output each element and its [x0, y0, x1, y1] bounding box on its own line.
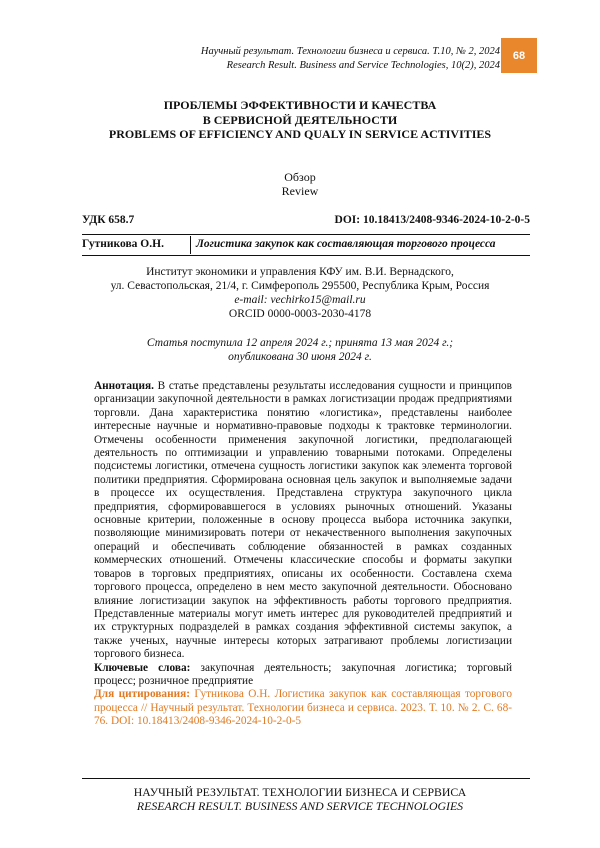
- keywords-text: закупочная деятельность; закупочная логистика; торговый процесс; розничное предприятие: [94, 662, 512, 687]
- header-journal-en: Research Result. Business and Service Technologies, 10(2), 2024: [201, 59, 500, 73]
- citation-paragraph: [94, 688, 512, 728]
- title-ru-line2: В СЕРВИСНОЙ ДЕЯТЕЛЬНОСТИ: [0, 113, 600, 128]
- keywords-label: Ключевые слова:: [94, 662, 190, 674]
- affiliation-block: [0, 265, 600, 321]
- author-row: [82, 238, 530, 256]
- header-journal-ru: Научный результат. Технологии бизнеса и сервиса. Т.10, № 2, 2024: [201, 45, 500, 59]
- publication-dates: [0, 336, 600, 364]
- author-name: Гутникова О.Н.: [82, 238, 190, 256]
- running-footer: [0, 785, 600, 813]
- footer-journal-en: RESEARCH RESULT. BUSINESS AND SERVICE TECHNOLOGIES: [0, 799, 600, 813]
- abstract-label: Аннотация.: [94, 380, 154, 392]
- abstract-text: В статье представлены результаты исследования сущности и принципов организации закупочной деятельности в рамках логистизации продаж предприятиями торговли. Дана характеристика понятию «логистика», представлены наиболее интересные научные и нормативно-правовые подходы к трактовке терминологии. Отмечены особенности применения закупочной логистики, предполагающей деятельность по оптимизации и управлению товарными потоками. Определены подсистемы логистики, отмечена сущность логистики закупок как элемента торговой политики предприятия. Сформирована основная цель закупок и выполняемые задачи в процессе их осуществления. Представлена структура закупочного цикла предприятия, сформировавшегося в условиях рыночных отношений. Указаны основные критерии, положенные в основу процесса выбора источника закупки, позволяющие минимизировать потери от некачественного выполнения закупочных операций и обеспечивать соблюдение обязанностей в рамках созданных коммерческих отношений. Отмечены классические способы и форматы закупки товаров в торговых предприятиях, описаны их особенности. Составлена схема торгового процесса, определено в нем место закупочной деятельности. Обосновано влияние логистизации закупок на эффективность работы торгового предприятия. Представленные материалы могут иметь интерес для руководителей предприятий и их структурных подразделей в рамках создания эффективной системы закупок, а также ученых, научные интересы которых затрагивают проблемы логистизации торгового бизнеса.: [94, 380, 512, 660]
- article-type: [0, 170, 600, 198]
- footer-journal-ru: НАУЧНЫЙ РЕЗУЛЬТАТ. ТЕХНОЛОГИИ БИЗНЕСА И СЕРВИСА: [0, 785, 600, 799]
- dates-line1: Статья поступила 12 апреля 2024 г.; принята 13 мая 2024 г.;: [0, 336, 600, 350]
- citation-text: Гутникова О.Н. Логистика закупок как составляющая торгового процесса // Научный результат. Технологии бизнеса и сервиса. 2023. Т. 10. № 2. С. 68-76. DOI: 10.18413/2408-9346-2024-10-2-0-5: [94, 688, 512, 727]
- title-en: PROBLEMS OF EFFICIENCY AND QUALY IN SERVICE ACTIVITIES: [0, 127, 600, 142]
- page-number-badge: 68: [501, 38, 537, 73]
- metadata-row: [82, 214, 530, 226]
- running-header: [201, 45, 500, 73]
- citation-label: Для цитирования:: [94, 688, 190, 700]
- author-separator: [190, 236, 191, 254]
- article-heading: [0, 98, 600, 142]
- article-type-en: Review: [0, 184, 600, 198]
- footer-rule: [82, 778, 530, 779]
- affiliation-line1: Институт экономики и управления КФУ им. В.И. Вернадского,: [0, 265, 600, 279]
- author-row-top-rule: [82, 234, 530, 235]
- title-ru-line1: ПРОБЛЕМЫ ЭФФЕКТИВНОСТИ И КАЧЕСТВА: [0, 98, 600, 113]
- affiliation-line2: ул. Севастопольская, 21/4, г. Симферополь 295500, Республика Крым, Россия: [0, 279, 600, 293]
- email-label: e-mail: [234, 294, 263, 306]
- orcid: ORCID 0000-0003-2030-4178: [0, 307, 600, 321]
- short-article-title: Логистика закупок как составляющая торгового процесса: [196, 238, 496, 256]
- udc-code: УДК 658.7: [82, 214, 134, 226]
- abstract-paragraph: [94, 380, 512, 662]
- author-row-bottom-rule: [82, 255, 530, 256]
- abstract-section: [94, 380, 512, 729]
- email-address[interactable]: vechirko15@mail.ru: [270, 294, 365, 306]
- dates-line2: опубликована 30 июня 2024 г.: [0, 350, 600, 364]
- doi-link[interactable]: DOI: 10.18413/2408-9346-2024-10-2-0-5: [335, 214, 530, 226]
- article-type-ru: Обзор: [0, 170, 600, 184]
- email-line: e-mail: vechirko15@mail.ru: [0, 293, 600, 307]
- keywords-paragraph: [94, 662, 512, 689]
